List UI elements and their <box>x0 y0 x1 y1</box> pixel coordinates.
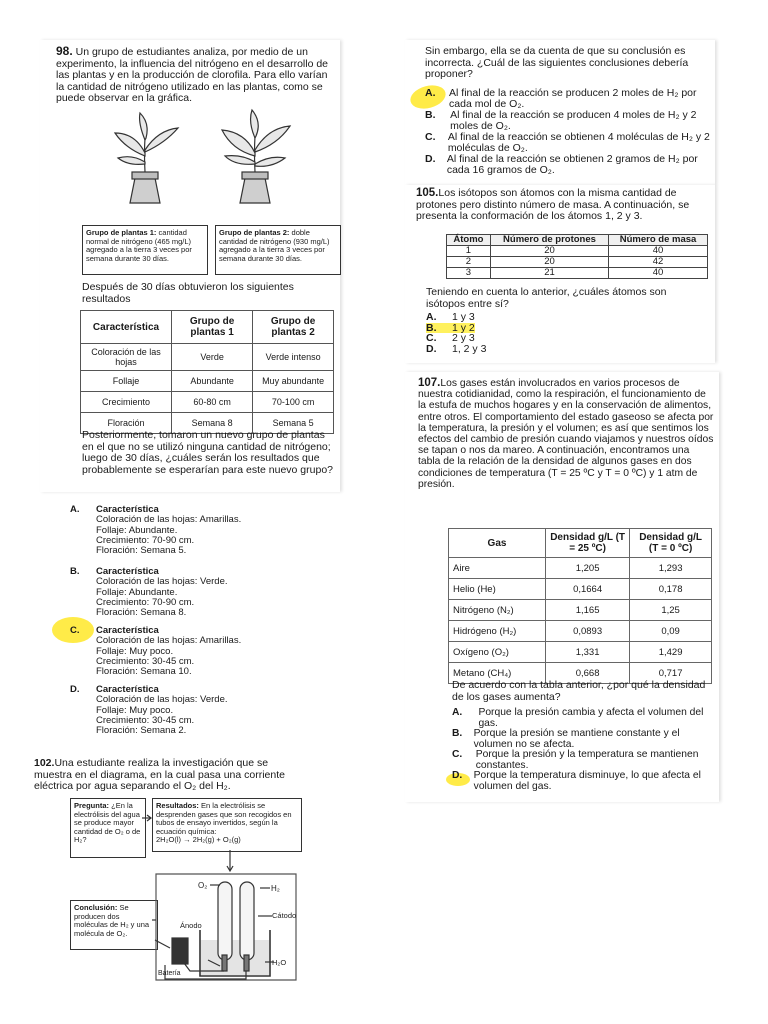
table-row <box>81 344 334 371</box>
table-cell: 0,668 <box>546 663 630 684</box>
table-cell: 1,25 <box>630 600 712 621</box>
q105-th: Átomo <box>447 235 491 246</box>
table-cell: 1,331 <box>546 642 630 663</box>
option-line: Coloración de las hojas: Verde. <box>96 576 228 588</box>
q102-option-d[interactable] <box>425 154 710 176</box>
option-text: Porque la temperatura disminuye, lo que afecta el volumen del gas. <box>473 770 701 792</box>
pregunta-text: ¿En la electrólisis del agua se produce mayor cantidad de O₂ o de H₂? <box>74 801 141 844</box>
option-line: Crecimiento: 30-45 cm. <box>96 655 195 667</box>
q107-question: De acuerdo con la tabla anterior, ¿por qué la densidad de los gases aumenta? <box>452 679 706 703</box>
q105-options <box>426 312 626 354</box>
electrolysis-diagram <box>60 790 310 990</box>
option-title: Característica <box>96 504 159 515</box>
option-letter: A. <box>425 87 436 99</box>
plants-illustration <box>90 108 320 218</box>
q105-statement: Los isótopos son átomos con la misma cantidad de protones pero distinto número de masa. A continuación, se presenta la conformación de los átomos 1, 2 y 3. <box>416 187 690 222</box>
table-cell: Floración <box>81 413 172 434</box>
q102-cont-options <box>425 88 710 176</box>
table-cell: 60-80 cm <box>172 392 253 413</box>
table-cell: 2 <box>447 257 491 268</box>
plant-group1-icon <box>115 113 178 203</box>
option-text: 1 y 3 <box>452 311 475 323</box>
o2-label: O₂ <box>198 881 208 890</box>
q98-table-header-row <box>81 311 334 344</box>
table-row <box>81 371 334 392</box>
q98-option-a[interactable] <box>70 505 340 567</box>
option-line: Floración: Semana 8. <box>96 607 187 619</box>
option-letter: C. <box>452 749 463 760</box>
option-letter: B. <box>452 728 463 739</box>
q98-results-intro: Después de 30 días obtuvieron los siguientes resultados <box>82 281 294 305</box>
q107-table-header-row <box>449 529 712 558</box>
option-text: Porque la presión se mantiene constante y el volumen no se afecta. <box>473 728 680 750</box>
group2-box <box>215 225 341 275</box>
q105-text-block <box>416 188 710 223</box>
table-cell: 3 <box>447 268 491 279</box>
table-cell: 1 <box>447 246 491 257</box>
table-cell: Semana 8 <box>172 413 253 434</box>
option-letter: D. <box>426 342 437 355</box>
q102-text-block <box>34 758 306 793</box>
table-row <box>449 558 712 579</box>
option-line: Crecimiento: 30-45 cm. <box>96 714 195 726</box>
anodo-label: Ánodo <box>180 921 202 930</box>
q102-option-b[interactable] <box>425 110 710 132</box>
q107-option-c[interactable] <box>452 750 712 771</box>
q98-number: 98. <box>56 44 73 58</box>
q105-number: 105. <box>416 187 439 199</box>
q98-text-block <box>56 46 336 105</box>
option-letter: A. <box>70 504 80 515</box>
option-line: Coloración de las hojas: Amarillas. <box>96 514 242 526</box>
table-cell: 0,0893 <box>546 621 630 642</box>
table-cell: Semana 5 <box>253 413 334 434</box>
table-cell: Metano (CH₄) <box>449 663 546 684</box>
q107-option-d[interactable] <box>452 771 712 792</box>
table-cell: Follaje <box>81 371 172 392</box>
q107-th: Gas <box>449 529 546 558</box>
table-row <box>449 579 712 600</box>
option-line: Coloración de las hojas: Verde. <box>96 694 228 706</box>
table-cell: Helio (He) <box>449 579 546 600</box>
resultados-label: Resultados: <box>156 801 199 810</box>
plant-group2-icon <box>222 110 290 203</box>
table-cell: 0,178 <box>630 579 712 600</box>
table-cell: 1,165 <box>546 600 630 621</box>
table-row <box>449 621 712 642</box>
resultados-text: En la electrólisis se desprenden gases que son recogidos en tubos de ensayo invertidos, según la ecuación química: <box>156 801 292 836</box>
table-row <box>447 246 708 257</box>
option-title: Característica <box>96 684 159 695</box>
option-letter: C. <box>426 332 437 344</box>
q107-option-a[interactable] <box>452 708 712 729</box>
table-row <box>447 257 708 268</box>
q107-th: Densidad g/L (T = 0 ºC) <box>630 529 712 558</box>
table-cell: 70-100 cm <box>253 392 334 413</box>
table-row <box>449 600 712 621</box>
catodo-label: Cátodo <box>272 911 297 920</box>
option-letter: D. <box>425 153 436 165</box>
q107-text-block <box>418 378 714 490</box>
q107-table <box>448 528 712 684</box>
q102-option-a[interactable] <box>425 88 710 110</box>
option-letter: B. <box>425 109 436 121</box>
group1-text: cantidad normal de nitrógeno (465 mg/L) agregado a la tierra 3 veces por semana durante 30 días. <box>86 228 192 263</box>
table-cell: Verde <box>172 344 253 371</box>
table-cell: Abundante <box>172 371 253 392</box>
option-text: Al final de la reacción se obtienen 2 gramos de H₂ por cada 16 gramos de O₂. <box>446 153 698 176</box>
option-text: Al final de la reacción se producen 4 moles de H₂ y 2 moles de O₂. <box>450 109 697 132</box>
q107-option-b[interactable] <box>452 729 712 750</box>
q105-th: Número de protones <box>490 235 608 246</box>
table-cell: 1,205 <box>546 558 630 579</box>
q102-cont-question: Sin embargo, ella se da cuenta de que su conclusión es incorrecta. ¿Cuál de las siguientes conclusiones debería proponer? <box>425 45 689 80</box>
table-cell: 21 <box>490 268 608 279</box>
option-title: Característica <box>96 625 159 636</box>
group2-label: Grupo de plantas 2: <box>219 228 290 237</box>
option-line: Floración: Semana 10. <box>96 666 192 678</box>
pregunta-label: Pregunta: <box>74 801 110 810</box>
option-letter: B. <box>70 566 80 577</box>
q98-th: Grupo de plantas 2 <box>253 311 334 344</box>
q102-number: 102. <box>34 757 55 769</box>
table-cell: Verde intenso <box>253 344 334 371</box>
table-cell: Aire <box>449 558 546 579</box>
group2-text: doble cantidad de nitrógeno (930 mg/L) agregado a la tierra 3 veces por semana durante 30 días. <box>219 228 330 263</box>
q107-options <box>452 708 712 792</box>
q105-table <box>446 234 708 279</box>
option-line: Follaje: Muy poco. <box>96 645 174 657</box>
table-cell: 0,1664 <box>546 579 630 600</box>
q105-th: Número de masa <box>609 235 708 246</box>
option-text: Porque la presión y la temperatura se mantienen constantes. <box>475 749 699 771</box>
option-line: Floración: Semana 2. <box>96 725 187 737</box>
table-cell: Crecimiento <box>81 392 172 413</box>
chemical-equation: 2H₂O(l) → 2H₂(g) + O₂(g) <box>156 835 241 844</box>
q102-statement: Una estudiante realiza la investigación que se muestra en el diagrama, en la cual pasa una corriente eléctrica por agua separando el O₂ del H₂. <box>34 757 285 792</box>
table-cell: 42 <box>609 257 708 268</box>
q98-statement: Un grupo de estudiantes analiza, por medio de un experimento, la influencia del nitrógeno en el desarrollo de las plantas y en la producción de clorofila. Para ello varían la cantidad de nitrógeno utilizado en las plantas, como se puede observar en la gráfica. <box>56 46 329 105</box>
q105-option-d[interactable] <box>426 344 626 355</box>
option-letter: C. <box>425 131 436 143</box>
q98-option-d[interactable] <box>70 685 340 745</box>
q102-option-c[interactable] <box>425 132 710 154</box>
table-row <box>447 268 708 279</box>
option-line: Follaje: Abundante. <box>96 524 178 536</box>
q98-question: Posteriormente, tomaron un nuevo grupo de plantas en el que no se utilizó ninguna cantidad de nitrógeno; luego de 30 días, ¿cuáles serán los resultados que probablemente se esperarían para este nuevo grupo? <box>82 429 334 476</box>
q98-table <box>80 310 334 434</box>
h2-label: H₂ <box>271 884 280 893</box>
q107-th: Densidad g/L (T = 25 ºC) <box>546 529 630 558</box>
table-row <box>81 392 334 413</box>
option-letter: D. <box>452 770 463 781</box>
table-cell: 1,429 <box>630 642 712 663</box>
option-letter: D. <box>70 684 80 695</box>
option-letter: A. <box>426 311 437 323</box>
option-line: Coloración de las hojas: Amarillas. <box>96 635 242 647</box>
q105-table-header-row <box>447 235 708 246</box>
group1-box <box>82 225 208 275</box>
q105-option-a[interactable] <box>426 312 626 323</box>
option-text: 1 y 2 <box>452 321 475 334</box>
option-line: Follaje: Muy poco. <box>96 704 174 716</box>
option-text: Porque la presión cambia y afecta el volumen del gas. <box>478 707 704 729</box>
q98-th: Grupo de plantas 1 <box>172 311 253 344</box>
option-line: Follaje: Abundante. <box>96 586 178 598</box>
option-title: Característica <box>96 566 159 577</box>
table-cell: Nitrógeno (N₂) <box>449 600 546 621</box>
bateria-label: Batería <box>158 970 181 977</box>
conclusion-label: Conclusión: <box>74 903 118 912</box>
option-line: Floración: Semana 5. <box>96 545 187 557</box>
table-cell: Coloración de las hojas <box>81 344 172 371</box>
table-row <box>449 642 712 663</box>
option-letter: A. <box>452 707 463 718</box>
option-letter: B. <box>426 323 452 334</box>
option-text: 1, 2 y 3 <box>452 342 487 355</box>
table-cell: Hidrógeno (H₂) <box>449 621 546 642</box>
option-line: Crecimiento: 70-90 cm. <box>96 534 195 546</box>
q107-statement: Los gases están involucrados en varios procesos de nuestra cotidianidad, como la respiración, el funcionamiento de la estufa de muchos hogares y en la conservación de alimentos, entre otros. El comportamiento del estado gaseoso se afecta por la temperatura, la presión y el volumen; es así que sentimos los efectos del cambio de presión cuando viajamos y nuestros oídos se tapan o nos da mareo. A continuación, encontramos una tabla de la relación de la densidad de algunos gases en dos condiciones de temperatura (T = 25 ºC y T = 0 ºC) y 1 atm de presión. <box>418 378 714 490</box>
q98-option-b[interactable] <box>70 567 340 626</box>
table-cell: 20 <box>490 246 608 257</box>
table-cell: 0,717 <box>630 663 712 684</box>
table-cell: 40 <box>609 268 708 279</box>
option-text: Al final de la reacción se obtienen 4 moléculas de H₂ y 2 moléculas de O₂. <box>447 131 710 154</box>
option-letter: C. <box>70 625 80 636</box>
table-cell: 20 <box>490 257 608 268</box>
q98-option-c[interactable] <box>70 626 340 685</box>
q105-question: Teniendo en cuenta lo anterior, ¿cuáles átomos son isótopos entre sí? <box>426 286 667 310</box>
q98-th: Característica <box>81 311 172 344</box>
option-text: 2 y 3 <box>452 332 475 344</box>
q105-option-c[interactable] <box>426 333 626 344</box>
option-text: Al final de la reacción se producen 2 moles de H₂ por cada mol de O₂. <box>449 87 697 110</box>
group1-label: Grupo de plantas 1: <box>86 228 157 237</box>
h2o-label: H₂O <box>272 958 287 967</box>
q98-options <box>70 505 340 745</box>
table-cell: Oxígeno (O₂) <box>449 642 546 663</box>
conclusion-text: Se producen dos moléculas de H₂ y una molécula de O₂. <box>74 903 150 938</box>
table-cell: 40 <box>609 246 708 257</box>
q107-number: 107. <box>418 377 441 389</box>
table-cell: 0,09 <box>630 621 712 642</box>
option-line: Crecimiento: 70-90 cm. <box>96 596 195 608</box>
table-cell: Muy abundante <box>253 371 334 392</box>
table-cell: 1,293 <box>630 558 712 579</box>
